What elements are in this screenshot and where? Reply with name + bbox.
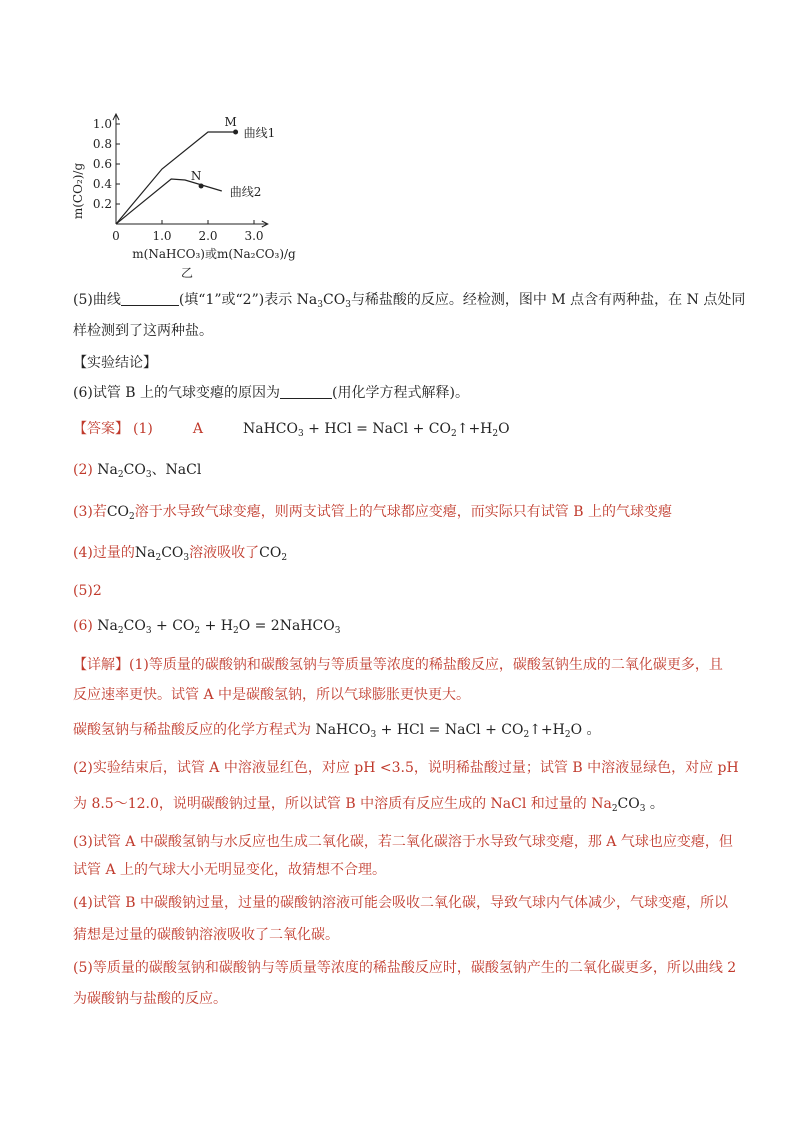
answer-1: 【答案】 (1) A NaHCO$_3$ + HCl = NaCl + $CO_2↑+H_2O$ — [73, 421, 510, 439]
detail-p4a: (3)试管 A 中碳酸氢钠与水反应也生成二氧化碳，若二氧化碳溶于水导致气球变瘪，那 A 气球也应变瘪，但 — [73, 834, 733, 850]
chart-series — [116, 115, 275, 224]
y-tick-label: 0.4 — [92, 177, 112, 191]
point-label-2: N — [190, 169, 202, 183]
conclusion-heading: 【实验结论】 — [73, 355, 157, 371]
series-point-2 — [199, 184, 204, 189]
series-point-1 — [233, 130, 238, 135]
question-5-line1: (5)曲线 (填“1”或“2”)表示 $Na_3CO_3$与稀盐酸的反应。经检测，图中 M 点含有两种盐，在 N 点处同 — [73, 292, 746, 310]
detail-p2: 碳酸氢钠与稀盐酸反应的化学方程式为 NaHCO$_3$ + HCl = NaCl + $CO_2↑+H_2O$ 。 — [73, 722, 601, 740]
y-axis-label: m(CO₂)/g — [71, 162, 85, 220]
x-tick-label: 2.0 — [198, 229, 218, 243]
y-tick-label: 0.6 — [92, 157, 112, 171]
y-tick-label: 0.2 — [92, 197, 112, 211]
answer-2: (2) $Na_2CO_3$、NaCl — [73, 462, 202, 480]
detail-p1a: 【详解】(1)等质量的碳酸钠和碳酸氢钠与等质量等浓度的稀盐酸反应，碳酸氢钠生成的二氧化碳更多，且 — [73, 657, 723, 673]
series-line-1 — [116, 132, 236, 224]
answer-blank[interactable] — [121, 291, 179, 306]
series-line-2 — [116, 179, 222, 224]
detail-p3b: 为 8.5～12.0，说明碳酸钠过量，所以试管 B 中溶质有反应生成的 NaCl 和过量的 $Na_2CO_3$ 。 — [73, 796, 664, 814]
detail-p1b: 反应速率更快。试管 A 中是碳酸氢钠，所以气球膨胀更快更大。 — [73, 687, 471, 703]
detail-p5b: 猜想是过量的碳酸钠溶液吸收了二氧化碳。 — [73, 927, 339, 943]
y-tick-label: 1.0 — [92, 117, 112, 131]
x-tick-label: 3.0 — [244, 229, 264, 243]
detail-p5a: (4)试管 B 中碳酸钠过量，过量的碳酸钠溶液可能会吸收二氧化碳，导致气球内气体减少，气球变瘪，所以 — [73, 895, 729, 911]
x-axis-label: m(NaHCO₃)或m(Na₂CO₃)/g — [132, 247, 296, 261]
y-tick-label: 0.8 — [92, 137, 112, 151]
detail-p6b: 为碳酸钠与盐酸的反应。 — [73, 991, 227, 1007]
series-name-2: 曲线2 — [229, 185, 262, 199]
answer-4: (4)过量的$Na_2CO_3$溶液吸收了$CO_2$ — [73, 545, 288, 563]
answer-6: (6) $Na_2CO_3 + CO_2 + H_2O$ = 2NaHCO$_3$ — [73, 618, 341, 636]
answer-5: (5)2 — [73, 583, 102, 599]
answer-3: (3)若$CO_2$溶于水导致气球变瘪，则两支试管上的气球都应变瘪，而实际只有试管 B 上的气球变瘪 — [73, 504, 672, 522]
co2-mass-chart — [66, 96, 316, 286]
question-5-line2: 样检测到了这两种盐。 — [73, 323, 213, 339]
question-6: (6)试管 B 上的气球变瘪的原因为 (用化学方程式解释)。 — [73, 385, 469, 401]
chart-caption: 乙 — [180, 266, 194, 280]
x-tick-label: 0 — [112, 229, 120, 243]
answer-blank[interactable] — [280, 384, 332, 399]
series-name-1: 曲线1 — [243, 126, 276, 140]
x-tick-label: 1.0 — [152, 229, 172, 243]
detail-p6a: (5)等质量的碳酸氢钠和碳酸钠与等质量等浓度的稀盐酸反应时，碳酸氢钠产生的二氧化碳更多，所以曲线 2 — [73, 960, 737, 976]
detail-p4b: 试管 A 上的气球大小无明显变化，故猜想不合理。 — [73, 862, 387, 878]
point-label-1: M — [224, 115, 237, 129]
detail-p3a: (2)实验结束后，试管 A 中溶液显红色，对应 pH <3.5，说明稀盐酸过量；试管 B 中溶液显绿色，对应 pH — [73, 760, 739, 776]
